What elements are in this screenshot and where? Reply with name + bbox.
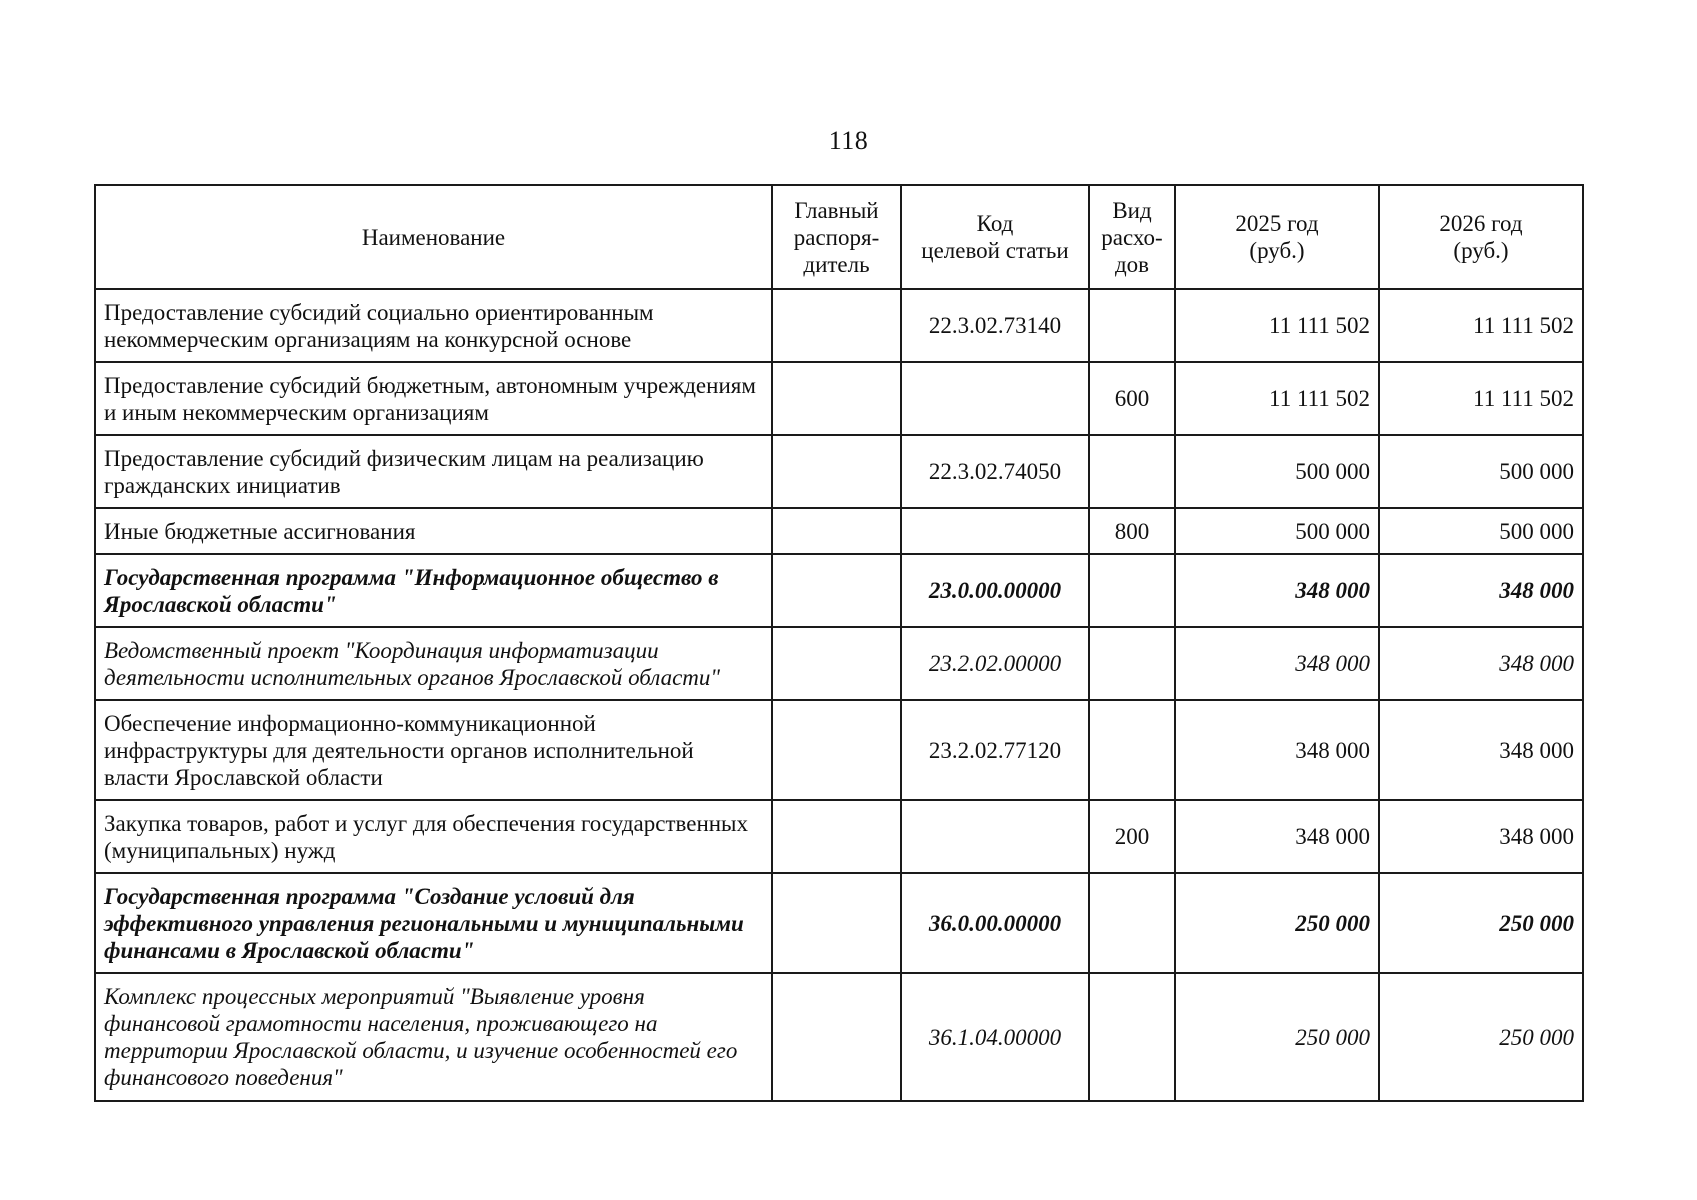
row-code-cell: 23.2.02.00000 xyxy=(901,627,1089,700)
row-name-cell: Государственная программа "Создание условий для эффективного управления региональными и муниципальными финансами в Ярославской области" xyxy=(95,873,772,973)
row-name-cell: Предоставление субсидий бюджетным, автономным учреждениям и иным некоммерческим организациям xyxy=(95,362,772,435)
row-expense-type-cell: 600 xyxy=(1089,362,1175,435)
row-expense-type-cell xyxy=(1089,873,1175,973)
table-row xyxy=(95,627,1583,700)
row-2025-amount-cell: 250 000 xyxy=(1175,873,1379,973)
header-manager: Главный распоря- дитель xyxy=(772,185,901,289)
row-code-cell xyxy=(901,800,1089,873)
row-name-cell: Ведомственный проект "Координация информатизации деятельности исполнительных органов Ярославской области" xyxy=(95,627,772,700)
row-2025-amount-cell: 348 000 xyxy=(1175,800,1379,873)
row-manager-cell xyxy=(772,289,901,362)
row-code-cell xyxy=(901,362,1089,435)
row-code-cell: 22.3.02.73140 xyxy=(901,289,1089,362)
table-row xyxy=(95,973,1583,1101)
table-row xyxy=(95,700,1583,800)
row-expense-type-cell xyxy=(1089,435,1175,508)
header-expense-type: Вид расхо- дов xyxy=(1089,185,1175,289)
row-name-cell: Закупка товаров, работ и услуг для обеспечения государственных (муниципальных) нужд xyxy=(95,800,772,873)
row-expense-type-cell xyxy=(1089,627,1175,700)
row-expense-type-cell xyxy=(1089,289,1175,362)
row-name-cell: Предоставление субсидий социально ориентированным некоммерческим организациям на конкурсной основе xyxy=(95,289,772,362)
row-2025-amount-cell: 500 000 xyxy=(1175,508,1379,554)
row-manager-cell xyxy=(772,973,901,1101)
row-expense-type-cell xyxy=(1089,554,1175,627)
row-2025-amount-cell: 348 000 xyxy=(1175,627,1379,700)
row-manager-cell xyxy=(772,873,901,973)
row-2026-amount-cell: 250 000 xyxy=(1379,873,1583,973)
page-number: 118 xyxy=(828,126,869,155)
row-code-cell: 22.3.02.74050 xyxy=(901,435,1089,508)
row-name-cell: Обеспечение информационно-коммуникационной инфраструктуры для деятельности органов исполнительной власти Ярославской области xyxy=(95,700,772,800)
table-row xyxy=(95,873,1583,973)
row-expense-type-cell xyxy=(1089,700,1175,800)
row-2025-amount-cell: 500 000 xyxy=(1175,435,1379,508)
row-expense-type-cell xyxy=(1089,973,1175,1101)
row-manager-cell xyxy=(772,435,901,508)
row-2026-amount-cell: 348 000 xyxy=(1379,800,1583,873)
row-2026-amount-cell: 500 000 xyxy=(1379,435,1583,508)
table-body xyxy=(95,289,1583,1101)
row-2025-amount-cell: 11 111 502 xyxy=(1175,362,1379,435)
row-2025-amount-cell: 250 000 xyxy=(1175,973,1379,1101)
row-2025-amount-cell: 348 000 xyxy=(1175,554,1379,627)
row-manager-cell xyxy=(772,700,901,800)
row-expense-type-cell: 200 xyxy=(1089,800,1175,873)
row-2026-amount-cell: 348 000 xyxy=(1379,554,1583,627)
row-2026-amount-cell: 348 000 xyxy=(1379,700,1583,800)
row-name-cell: Иные бюджетные ассигнования xyxy=(95,508,772,554)
row-code-cell: 36.0.00.00000 xyxy=(901,873,1089,973)
row-2025-amount-cell: 11 111 502 xyxy=(1175,289,1379,362)
row-code-cell: 23.0.00.00000 xyxy=(901,554,1089,627)
row-manager-cell xyxy=(772,627,901,700)
header-2026: 2026 год (руб.) xyxy=(1379,185,1583,289)
table-row xyxy=(95,289,1583,362)
header-code: Код целевой статьи xyxy=(901,185,1089,289)
table-row xyxy=(95,554,1583,627)
table-row xyxy=(95,800,1583,873)
row-name-cell: Комплекс процессных мероприятий "Выявление уровня финансовой грамотности населения, проживающего на территории Ярославской области, и изучение особенностей его финансового поведения" xyxy=(95,973,772,1101)
row-code-cell xyxy=(901,508,1089,554)
row-2026-amount-cell: 11 111 502 xyxy=(1379,289,1583,362)
row-2026-amount-cell: 250 000 xyxy=(1379,973,1583,1101)
row-name-cell: Государственная программа "Информационное общество в Ярославской области" xyxy=(95,554,772,627)
row-2025-amount-cell: 348 000 xyxy=(1175,700,1379,800)
header-2025: 2025 год (руб.) xyxy=(1175,185,1379,289)
table-row xyxy=(95,362,1583,435)
row-2026-amount-cell: 500 000 xyxy=(1379,508,1583,554)
table-row xyxy=(95,435,1583,508)
table-header-row xyxy=(95,185,1583,289)
row-code-cell: 36.1.04.00000 xyxy=(901,973,1089,1101)
header-name: Наименование xyxy=(95,185,772,289)
row-manager-cell xyxy=(772,800,901,873)
row-name-cell: Предоставление субсидий физическим лицам на реализацию гражданских инициатив xyxy=(95,435,772,508)
row-manager-cell xyxy=(772,362,901,435)
row-code-cell: 23.2.02.77120 xyxy=(901,700,1089,800)
row-2026-amount-cell: 11 111 502 xyxy=(1379,362,1583,435)
table-row xyxy=(95,508,1583,554)
row-manager-cell xyxy=(772,508,901,554)
budget-table xyxy=(94,184,1584,1102)
row-manager-cell xyxy=(772,554,901,627)
row-expense-type-cell: 800 xyxy=(1089,508,1175,554)
row-2026-amount-cell: 348 000 xyxy=(1379,627,1583,700)
